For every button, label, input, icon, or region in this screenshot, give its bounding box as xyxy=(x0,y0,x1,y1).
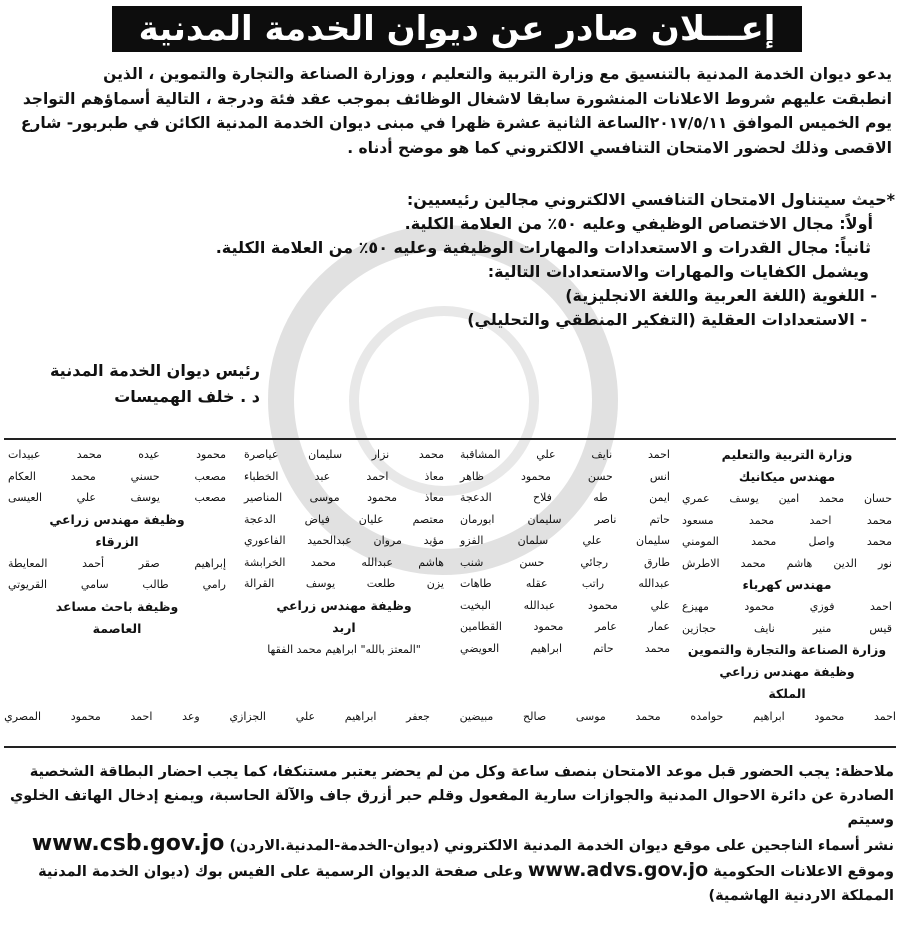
name-word: احمد xyxy=(874,710,896,723)
names-bottom-row xyxy=(4,710,896,723)
name-row: قيس منير نايف حجازين xyxy=(682,621,892,635)
name-word: الجزازي xyxy=(229,710,266,723)
names-column-3: محمد نزار سليمان عياصرة معاذ احمد عبد الخطباء معاذ محمود موسى المناصير معتصم عليان فياض الدعجة مؤيد مروان عبدالحميد الفاعوري هاشم عبدالله محمد الخرابشة يزن طلعت يوسف القرالة وظيفة مهندس زراعي اربد "المعتز بالله" ابراهيم محمد الفقها xyxy=(244,444,444,660)
signature-block xyxy=(10,358,260,410)
name-word: علي xyxy=(295,710,316,723)
name-row: حسان محمد امين يوسف عمري xyxy=(682,492,892,505)
csb-website-link[interactable]: www.csb.gov.jo xyxy=(31,831,225,856)
names-column-4: محمود عيده محمد عبيدات مصعب حسني محمد العكام مصعب يوسف علي العيسى وظيفة مهندس زراعي الزرقاء إبراهيم صقر أحمد المعايطة رامي طالب سامي القريوتي وظيفة باحث مساعد العاصمة xyxy=(8,444,226,640)
name-word: محمود xyxy=(814,710,845,723)
intro-paragraph: يدعو ديوان الخدمة المدنية بالتنسيق مع وزارة التربية والتعليم ، ووزارة الصناعة والتجارة والتموين ، الذين انطبقت عليهم شروط الاعلانات المنشورة سابقا لاشغال الوظائف بموجب عقد فئة ودرجة ، التالية أسماؤهم التواجد يوم الخميس الموافق ٢٠١٧/٥/١١الساعة الثانية عشرة ظهرا في مبنى ديوان الخدمة المدنية الكائن في طبربور- شارع الاقصى وذلك لحضور الامتحان التنافسي الالكتروني كما هو موضح أدناه . xyxy=(20,65,892,157)
name-row: مؤيد مروان عبدالحميد الفاعوري xyxy=(244,534,444,547)
name-word: ابراهيم xyxy=(753,710,785,723)
name-row: احمد فوزي محمود مهيزع xyxy=(682,600,892,613)
name-row: احمد نايف علي المشاقبة xyxy=(460,448,670,461)
name-row: محمد واصل محمد المومني xyxy=(682,535,892,548)
exam-fields: *حيث سيتناول الامتحان التنافسي الالكتروني مجالين رئيسيين: أولاً: مجال الاختصاص الوظيفي وعليه ٥٠٪ من العلامة الكلية. ثانياً: مجال القدرات و الاستعدادات والمهارات الوظيفية وعليه ٥٠٪ من العلامة الكلية. ويشمل الكفايات والمهارات والاستعدادات التالية: - اللغوية (اللغة العربية واللغة الانجليزية) - الاستعدادات العقلية (التفكير المنطقي والتحليلي) xyxy=(215,190,895,329)
name-row: معاذ محمود موسى المناصير xyxy=(244,491,444,504)
name-word: المصري xyxy=(4,710,42,723)
name-word: محمود xyxy=(70,710,101,723)
advs-website-link[interactable]: www.advs.gov.jo xyxy=(527,859,709,881)
note-paragraph: ملاحظة: يجب الحضور قبل موعد الامتحان بنصف ساعة وكل من لم يحضر يعتبر مستنكفا، كما يجب احضار البطاقة الشخصية الصادرة عن دائرة الاحوال المدنية والجوازات سارية المفعول وقلم حبر أزرق جاف والآلة الحاسبة، ويمنع إدخال الهاتف الخلوي وسيتم نشر أسماء الناجحين على موقع ديوان الخدمة المدنية الالكتروني (ديوان-الخدمة-المدنية.الاردن) www.csb.gov.jo وموقع الاعلانات الحكومية www.advs.gov.jo وعلى صفحة الديوان الرسمية على الفيس بوك (ديوان الخدمة المدنية المملكة الاردنية الهاشمية) xyxy=(10,764,894,904)
names-column-2 xyxy=(460,444,670,659)
name-row: عبدالله راتب عقله طاهات xyxy=(460,577,670,590)
name-row: إبراهيم صقر أحمد المعايطة xyxy=(8,556,226,570)
names-column-1: وزارة التربية والتعليم مهندس ميكانيك حسان محمد امين يوسف عمري محمد احمد محمد مسعود محمد واصل محمد المومني نور الدين هاشم محمد الاطرش مهندس كهرباء احمد فوزي محمود مهيزع قيس منير نايف حجازين وزارة الصناعة والتجارة والتموين وظيفة مهندس زراعي الملكة xyxy=(682,447,892,701)
name-row: رامي طالب سامي القريوتي xyxy=(8,578,226,591)
name-row: ايمن طه فلاح الدعجة xyxy=(460,491,670,504)
name-row: محمود عيده محمد عبيدات xyxy=(8,448,226,461)
name-row: محمد حاتم ابراهيم العويضي xyxy=(460,641,670,655)
name-row: مصعب حسني محمد العكام xyxy=(8,469,226,483)
name-word: محمد xyxy=(635,710,661,723)
name-row: عمار عامر محمود القطامين xyxy=(460,620,670,633)
name-word: احمد xyxy=(130,710,153,723)
name-row: محمد نزار سليمان عياصرة xyxy=(244,448,444,461)
name-word: صالح xyxy=(523,710,547,723)
name-word: مبيضين xyxy=(459,710,494,723)
name-row: يزن طلعت يوسف القرالة xyxy=(244,577,444,590)
name-word: موسى xyxy=(575,710,606,723)
name-row: معاذ احمد عبد الخطباء xyxy=(244,469,444,483)
name-row: انس حسن محمود ظاهر xyxy=(460,469,670,483)
name-row: طارق رجائي حسن شنب xyxy=(460,555,670,569)
name-word: وعد xyxy=(182,710,200,723)
name-word: حوامده xyxy=(690,710,724,723)
name-row: معتصم عليان فياض الدعجة xyxy=(244,512,444,526)
page-title: إعـــلان صادر عن ديوان الخدمة المدنية xyxy=(112,6,802,52)
name-row: نور الدين هاشم محمد الاطرش xyxy=(682,556,892,570)
name-row: حاتم ناصر سليمان ابورمان xyxy=(460,512,670,526)
name-row: مصعب يوسف علي العيسى xyxy=(8,491,226,504)
signatory-title: رئيس ديوان الخدمة المدنية xyxy=(49,361,260,380)
name-row: محمد احمد محمد مسعود xyxy=(682,513,892,527)
name-row: سليمان علي سلمان الفزو xyxy=(460,534,670,547)
signatory-name: د . خلف الهميسات xyxy=(114,387,260,406)
name-row: هاشم عبدالله محمد الخرابشة xyxy=(244,555,444,569)
name-row: علي محمود عبدالله البخيت xyxy=(460,598,670,612)
name-word: جعفر xyxy=(406,710,430,723)
names-table xyxy=(4,438,896,748)
name-word: ابراهيم xyxy=(344,710,377,723)
